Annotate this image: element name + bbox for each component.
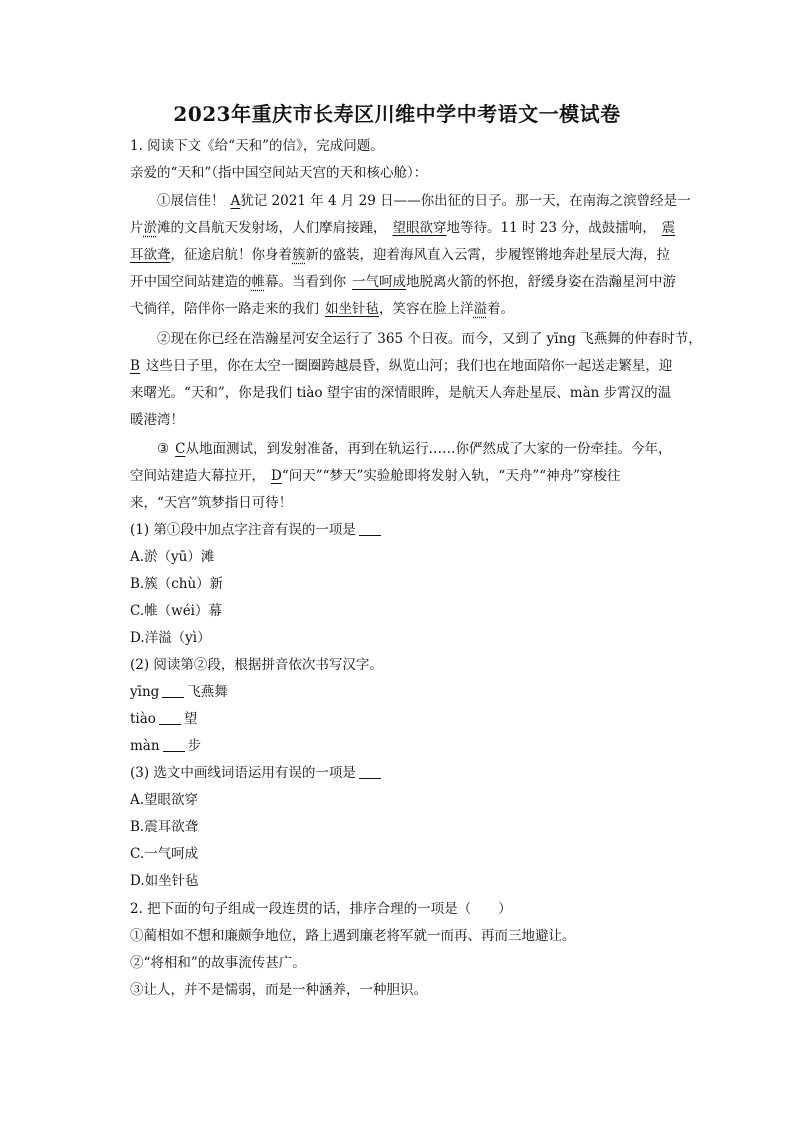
underlined-phrase-wangyanyuchuan: 望眼欲穿 [392,220,447,236]
paragraph-2-line-2 [130,356,672,376]
pinyin: yīng [130,684,160,700]
dotted-char-cu: 簇 [292,247,306,263]
dotted-char-yi: 溢 [473,301,487,317]
option-c[interactable]: C.一气呵成 [130,846,199,862]
paragraph-1-line-1 [157,191,691,211]
paragraph-1-line-5 [130,299,514,319]
text: 这些日子里，你在太空一圈圈跨越晨昏，纵览山河；我们也在地面陪你一起送走繁星，迎 [145,358,673,374]
paragraph-3-line-3: 来，“天宫”筑梦指日可待！ [130,495,293,511]
text: (1) 第①段中加点字注音有误的一项是 [130,522,356,538]
option-d[interactable]: D.如坐针毡 [130,873,199,889]
paragraph-2-line-3: 来曙光。“天和”，你是我们 tiào 望宇宙的深情眼眸，是航天人奔赴星辰、màn 步霄汉的温 [130,385,672,401]
text: ③ [157,441,170,457]
option-c[interactable]: C.帷（wéi）幕 [130,603,223,619]
sentence-2: ②“将相和”的故事流传甚广。 [130,955,306,971]
text: 新的盛装，迎着海风直入云霄，步履铿锵地奔赴星辰大海，拉 [305,247,670,263]
pinyin-item-2 [130,709,197,729]
letter-salutation: 亲爱的“天和”（指中国空间站天宫的天和核心舱）： [130,165,428,181]
text: 犹记 2021 年 4 月 29 日——你出征的日子。那一天，在南海之滨曾经是一 [240,193,691,209]
text: 滩的文昌航天发射场，人们摩肩接踵， [157,220,387,236]
underlined-phrase-zhen: 震 [661,220,676,236]
question-2-stem: 2. 把下面的句子组成一段连贯的话，排序合理的一项是（ ） [130,901,512,917]
text: “问天”“梦天”实验舱即将发射入轨，“天舟”“神舟”穿梭往 [281,468,621,484]
answer-blank[interactable] [159,710,181,725]
answer-blank[interactable] [359,764,381,779]
underlined-phrase-ruzuozhenzhan: 如坐针毡 [325,301,379,317]
text: 地脱离火箭的怀抱，舒缓身姿在浩瀚星河中游 [406,274,676,290]
text: 开中国空间站建造的 [130,274,252,290]
blank-marker-c: C [175,441,186,457]
underlined-phrase-eryulong: 耳欲聋 [130,247,171,263]
paragraph-1-line-4 [130,272,676,292]
text: 幕。当看到你 [265,274,346,290]
pinyin-item-1 [130,682,228,702]
option-b[interactable]: B.簇（chù）新 [130,576,224,592]
text: 从地面测试，到发射准备，再到在轨运行……你俨然成了大家的一份牵挂。今年， [185,441,672,457]
text: 飞燕舞 [187,684,228,700]
text: ，征途启航！你身着 [170,247,292,263]
answer-blank[interactable] [162,683,184,698]
text: (3) 选文中画线词语运用有误的一项是 [130,765,356,781]
dotted-char-wei: 帷 [251,274,265,290]
paragraph-3-line-2 [130,466,621,486]
sentence-3: ③让人，并不是懦弱，而是一种涵养，一种胆识。 [130,982,427,998]
paragraph-3-line-1 [157,439,671,459]
page-title: 2023年重庆市长寿区川维中学中考语文一模试卷 [173,102,621,126]
subquestion-3-stem [130,763,384,783]
pinyin-item-3 [130,736,201,756]
option-a[interactable]: A.淤（yū）滩 [130,549,215,565]
text: ，笑容在脸上洋 [379,301,474,317]
text: 着。 [487,301,514,317]
answer-blank[interactable] [163,737,185,752]
option-b[interactable]: B.震耳欲聋 [130,819,199,835]
subquestion-2-stem: (2) 阅读第②段，根据拼音依次书写汉字。 [130,657,383,673]
text: 步 [187,738,202,754]
underlined-phrase-yiqihecheng: 一气呵成 [352,274,406,290]
text: 望 [183,711,198,727]
paragraph-2-line-4: 暖港湾！ [130,412,184,428]
question-1-stem: 1. 阅读下文《给“天和”的信》，完成问题。 [130,138,384,154]
paragraph-2-line-1: ②现在你已经在浩瀚星河安全运行了 365 个日夜。而今，又到了 yīng 飞燕舞的仲春时节， [157,331,702,347]
text: 空间站建造大幕拉开， [130,468,265,484]
text: 地等待。11 时 23 分，战鼓擂响， [446,220,656,236]
pinyin: màn [130,738,160,754]
blank-marker-d: D [271,468,282,484]
subquestion-1-stem [130,520,384,540]
pinyin: tiào [130,711,156,727]
paragraph-1-line-2 [130,218,675,238]
blank-marker-b: B [130,358,140,374]
dotted-char-yu: 淤 [143,220,157,236]
text: 弋徜徉，陪伴你一路走来的我们 [130,301,319,317]
answer-blank[interactable] [359,521,381,536]
text: ①展信佳！ [157,193,225,209]
sentence-1: ①蔺相如不想和廉颇争地位，路上遇到廉老将军就一而再、再而三地避让。 [130,928,576,944]
blank-marker-a: A [230,193,241,209]
text: 片 [130,220,144,236]
paragraph-1-line-3 [130,245,670,265]
option-a[interactable]: A.望眼欲穿 [130,792,199,808]
option-d[interactable]: D.洋溢（yì） [130,630,211,646]
